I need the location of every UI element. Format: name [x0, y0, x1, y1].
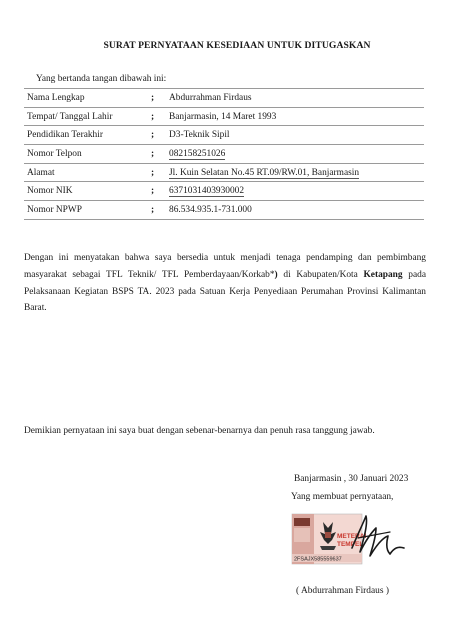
field-label: Nomor NPWP — [27, 204, 82, 215]
field-label: Nomor Telpon — [27, 148, 82, 159]
field-label: Nomor NIK — [27, 186, 73, 197]
field-separator: ; — [151, 186, 155, 197]
identity-table — [24, 88, 424, 220]
field-separator: ; — [151, 111, 155, 122]
identity-row — [24, 201, 424, 220]
field-value: Jl. Kuin Selatan No.45 RT.09/RW.01, Banjarmasin — [169, 167, 360, 178]
statement-text-2: di Kabupaten/Kota — [277, 269, 364, 280]
field-label: Nama Lengkap — [27, 92, 85, 103]
field-label: Pendidikan Terakhir — [27, 130, 103, 141]
statement-bold-1: ) — [274, 269, 278, 280]
field-label: Tempat/ Tanggal Lahir — [27, 111, 113, 122]
statement-text-1: Dengan ini menyatakan bahwa saya bersedia untuk menjadi tenaga pendamping dan pembimbang masyarakat sebagai TFL Teknik/ TFL Pemberdayaan/Korkab* — [24, 253, 426, 280]
field-value-cell — [169, 145, 424, 164]
intro-text: Yang bertanda tangan dibawah ini: — [36, 74, 167, 84]
field-separator: ; — [151, 148, 155, 159]
identity-row — [24, 89, 424, 108]
stamp-serial: 2FSAJX585559637 — [294, 556, 342, 563]
statement-location: Ketapang — [363, 269, 403, 280]
signer-name: ( Abdurrahman Firdaus ) — [296, 586, 389, 596]
maker-line: Yang membuat pernyataan, — [291, 492, 394, 502]
field-separator: ; — [151, 204, 155, 215]
field-value-cell — [169, 126, 424, 145]
field-value: D3-Teknik Sipil — [169, 130, 230, 141]
field-value: 86.534.935.1-731.000 — [169, 204, 252, 215]
field-separator: ; — [151, 92, 155, 103]
identity-row — [24, 145, 424, 164]
field-value: 082158251026 — [169, 148, 226, 159]
closing-paragraph: Demikian pernyataan ini saya buat dengan sebenar-benarnya dan penuh rasa tanggung jawab. — [24, 426, 375, 436]
field-value-cell — [169, 89, 424, 108]
field-value: Abdurrahman Firdaus — [169, 92, 252, 103]
date-line: Banjarmasin , 30 Januari 2023 — [294, 474, 409, 484]
document-title: SURAT PERNYATAAN KESEDIAAN UNTUK DITUGASKAN — [103, 40, 371, 51]
field-separator: ; — [151, 130, 155, 141]
stamp-text-1: METERAI — [337, 533, 367, 540]
statement-paragraph — [24, 250, 426, 317]
identity-row — [24, 107, 424, 126]
field-label: Alamat — [27, 167, 55, 178]
field-value-cell — [169, 182, 424, 201]
identity-row — [24, 163, 424, 182]
stamp-text-2: TEMPEL — [337, 541, 364, 548]
field-separator: ; — [151, 167, 155, 178]
field-value-cell — [169, 163, 424, 182]
identity-row — [24, 126, 424, 145]
identity-row — [24, 182, 424, 201]
field-value: 6371031403930002 — [169, 186, 244, 197]
meterai-stamp-with-signature — [290, 508, 410, 572]
field-value-cell — [169, 201, 424, 220]
statement-text-3: pada Pelaksanaan Kegiatan BSPS TA. 2023 pada Satuan Kerja Penyediaan Perumahan Provinsi Kalimantan Barat. — [24, 269, 426, 314]
field-value-cell — [169, 107, 424, 126]
field-value: Banjarmasin, 14 Maret 1993 — [169, 111, 277, 122]
